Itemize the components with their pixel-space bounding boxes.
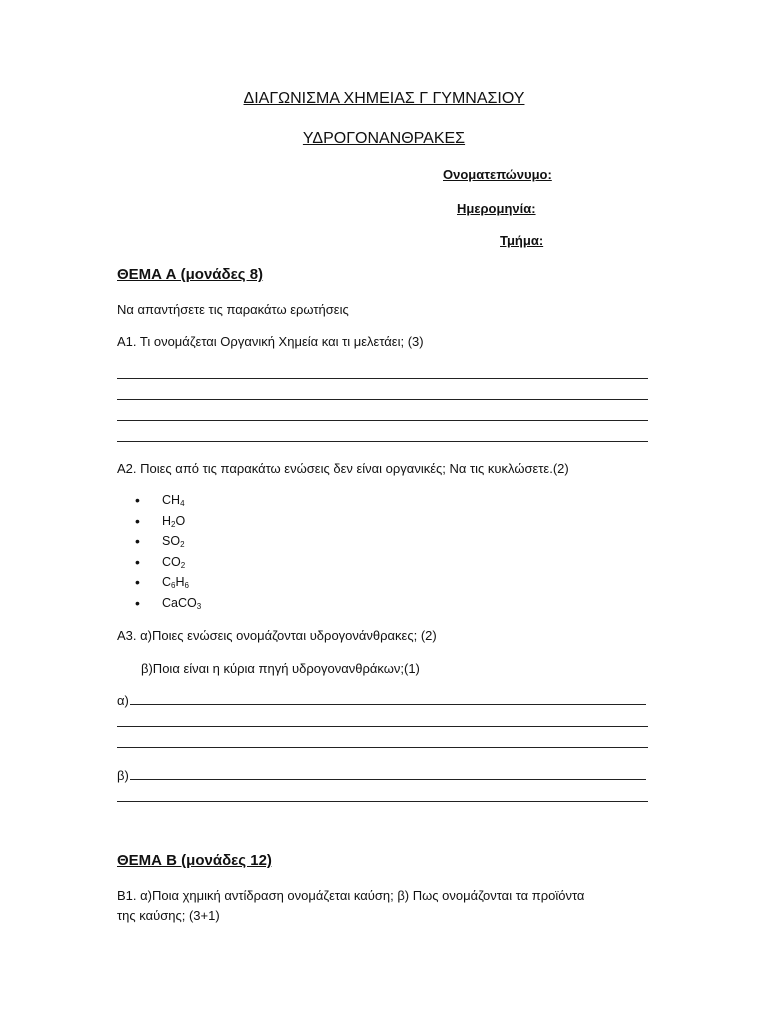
answer-line [117, 399, 648, 400]
answer-a-label: α) [117, 693, 129, 708]
bullet-icon: • [135, 512, 140, 529]
exam-subtitle: ΥΔΡΟΓΟΝΑΝΘΡΑΚΕΣ [302, 130, 466, 147]
exam-title: ΔΙΑΓΩΝΙΣΜΑ ΧΗΜΕΙΑΣ Γ ΓΥΜΝΑΣΙΟΥ [243, 90, 525, 107]
question-b1-line1: Β1. α)Ποια χημική αντίδραση ονομάζεται καύση; β) Πως ονομάζονται τα προϊόντα [117, 888, 585, 903]
bullet-icon: • [135, 553, 140, 570]
compound-item [135, 593, 201, 614]
bullet-icon: • [135, 594, 140, 611]
answer-line [117, 441, 648, 442]
compound-item [135, 572, 201, 593]
compound-item [135, 511, 201, 532]
bullet-icon: • [135, 574, 140, 590]
answer-line [117, 801, 648, 802]
answer-line [117, 726, 648, 727]
answer-b-label: β) [117, 768, 129, 783]
compound-list [135, 490, 201, 613]
answer-line [117, 378, 648, 379]
question-a2: Α2. Ποιες από τις παρακάτω ενώσεις δεν είναι οργανικές; Να τις κυκλώσετε.(2) [117, 461, 569, 476]
compound-formula: CaCO$_3$ [162, 595, 202, 611]
section-a-instructions: Να απαντήσετε τις παρακάτω ερωτήσεις [117, 302, 349, 317]
question-b1-line2: της καύσης; (3+1) [117, 908, 220, 923]
compound-formula: $CO_2$ [162, 554, 186, 570]
bullet-icon: • [135, 492, 140, 508]
name-label: Ονοματεπώνυμο: [443, 167, 552, 182]
compound-formula: $C_6H_6$ [162, 575, 189, 590]
answer-line [117, 420, 648, 421]
question-a1: Α1. Τι ονομάζεται Οργανική Χημεία και τι μελετάει; (3) [117, 334, 424, 349]
date-label: Ημερομηνία: [457, 201, 536, 216]
section-b-heading: ΘΕΜΑ Β (μονάδες 12) [117, 852, 272, 869]
question-a3a: Α3. α)Ποιες ενώσεις ονομάζονται υδρογονάνθρακες; (2) [117, 628, 437, 643]
compound-formula: $SO_2$ [162, 534, 185, 549]
class-label: Τμήμα: [500, 233, 544, 248]
answer-line [117, 747, 648, 748]
compound-formula: $H_2O$ [162, 513, 186, 529]
answer-line [130, 704, 646, 705]
answer-line [130, 779, 646, 780]
question-a3b: β)Ποια είναι η κύρια πηγή υδρογονανθράκων;(1) [141, 661, 420, 676]
compound-formula: $CH_4$ [162, 493, 185, 508]
answer-line-b [117, 765, 646, 783]
compound-item [135, 552, 201, 573]
compound-item [135, 490, 201, 511]
section-a-heading: ΘΕΜΑ Α (μονάδες 8) [117, 266, 264, 283]
answer-line-a [117, 690, 646, 708]
bullet-icon: • [135, 533, 140, 549]
compound-item [135, 531, 201, 552]
